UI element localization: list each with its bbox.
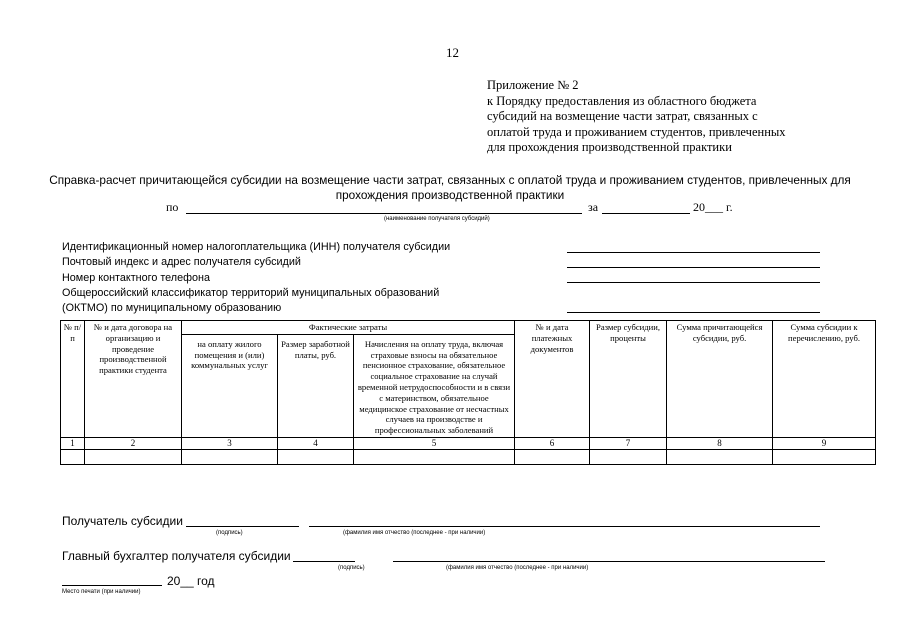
phone-field[interactable] [567,282,820,283]
recipient-fio-caption: (фамилия имя отчество (последнее - при наличии) [343,530,486,536]
header-col2: № и дата договора на организацию и проведение производственной практики студента [85,321,182,438]
table-cell[interactable] [182,449,278,464]
recipient-caption: (наименование получателя субсидий) [384,216,490,222]
table-cell[interactable] [61,449,85,464]
date-field[interactable] [62,585,162,586]
recipient-name-field[interactable] [186,213,582,214]
info-inn-label: Идентификационный номер налогоплательщика (ИНН) получателя субсидии [62,241,451,253]
address-field[interactable] [567,267,820,268]
column-number: 3 [182,437,278,449]
table-cell[interactable] [667,449,773,464]
header-group-actual-costs: Фактические затраты [182,321,515,335]
appendix-line: оплатой труда и проживанием студентов, привлеченных [487,124,786,139]
header-col6: № и дата платежных документов [515,321,590,438]
recipient-label: Получатель субсидии [62,514,183,528]
appendix-header [487,78,786,156]
info-oktmo-label: Общероссийский классификатор территорий муниципальных образований [62,286,440,299]
accountant-fio-field[interactable] [393,561,825,562]
appendix-line: к Порядку предоставления из областного бюджета [487,93,757,108]
column-number: 8 [667,437,773,449]
column-number: 1 [61,437,85,449]
inn-field[interactable] [567,252,820,253]
header-col4: Размер заработной платы, руб. [278,334,354,437]
subsidy-table [60,320,876,465]
stamp-label: Место печати (при наличии) [62,589,141,595]
info-oktmo-label-2: (ОКТМО) по муниципальному образованию [62,302,282,315]
period-field[interactable] [602,213,690,214]
table-cell[interactable] [515,449,590,464]
column-number: 9 [773,437,876,449]
column-number: 4 [278,437,354,449]
table-cell[interactable] [354,449,515,464]
appendix-line: для прохождения производственной практики [487,140,732,154]
header-col8: Сумма причитающейся субсидии, руб. [667,321,773,438]
recipient-fio-field[interactable] [309,526,820,527]
recipient-signature-field[interactable] [186,526,299,527]
appendix-line: субсидий на возмещение части затрат, связанных с [487,109,758,123]
table-cell[interactable] [85,449,182,464]
column-number: 7 [590,437,667,449]
recipient-signature-caption: (подпись) [216,530,243,536]
table-cell[interactable] [590,449,667,464]
info-phone-label: Номер контактного телефона [62,271,210,284]
date-label: 20__ год [167,574,215,588]
info-fields [62,240,450,316]
header-col9: Сумма субсидии к перечислению, руб. [773,321,876,438]
appendix-line: Приложение № 2 [487,78,579,92]
po-label: по [166,200,179,214]
accountant-label: Главный бухгалтер получателя субсидии [62,549,291,563]
column-number: 6 [515,437,590,449]
column-number: 2 [85,437,182,449]
year-label: 20___ г. [693,200,733,214]
page-number: 12 [446,45,459,60]
header-col5: Начисления на оплату труда, включая страховые взносы на обязательное пенсионное страхование, обязательное социальное страхование на случай временной нетрудоспособности и в связи с материнством, обязательное медицинское страхование от несчастных случаев на производстве и профессиональных заболеваний [354,334,515,437]
header-col3: на оплату жилого помещения и (или) коммунальных услуг [182,334,278,437]
table-cell[interactable] [278,449,354,464]
header-col7: Размер субсидии, проценты [590,321,667,438]
info-address-label: Почтовый индекс и адрес получателя субсидий [62,256,301,269]
document-title: Справка-расчет причитающейся субсидии на возмещение части затрат, связанных с оплатой труда и проживанием студентов, привлеченных для прохождения производственной практики [49,173,851,202]
accountant-signature-caption: (подпись) [338,565,365,571]
table-cell[interactable] [773,449,876,464]
oktmo-field[interactable] [567,312,820,313]
column-number: 5 [354,437,515,449]
accountant-fio-caption: (фамилия имя отчество (последнее - при наличии) [446,565,589,571]
accountant-signature-field[interactable] [293,561,355,562]
za-label: за [588,200,599,214]
header-col1: № п/п [61,321,85,438]
